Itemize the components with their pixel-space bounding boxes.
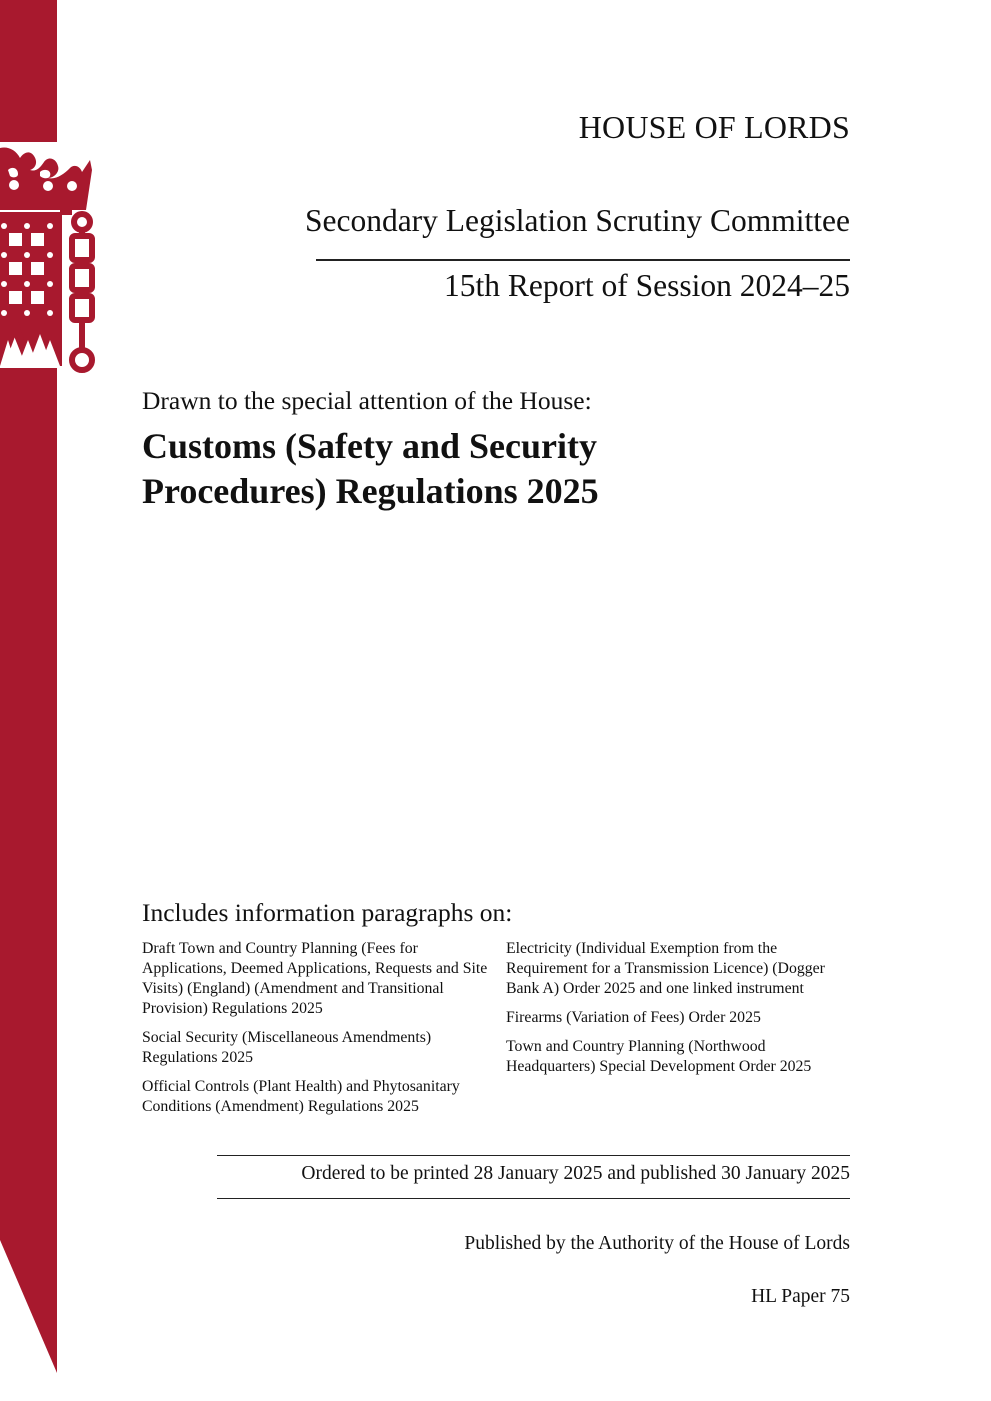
info-item: Official Controls (Plant Health) and Phytosanitary Conditions (Amendment) Regulations 2025 [142,1078,460,1115]
divider [217,1155,850,1156]
info-item: Electricity (Individual Exemption from the Requirement for a Transmission Licence) (Dogger Bank A) Order 2025 and one linked instrument [506,940,825,997]
paper-number: HL Paper 75 [751,1286,850,1307]
info-list-left [142,939,492,1126]
info-heading: Includes information paragraphs on: [142,898,513,927]
intro-text: Drawn to the special attention of the House: [142,386,592,415]
report-session: 15th Report of Session 2024–25 [444,268,850,303]
info-list-right [506,939,856,1086]
committee-name: Secondary Legislation Scrutiny Committee [304,203,850,238]
divider [217,1198,850,1199]
info-item: Town and Country Planning (Northwood Headquarters) Special Development Order 2025 [506,1038,812,1075]
report-title-line-1: Customs (Safety and Security [142,426,597,466]
ordered-date: Ordered to be printed 28 January 2025 and published 30 January 2025 [301,1163,850,1184]
institution-name: HOUSE OF LORDS [578,109,850,145]
side-band [0,0,110,1401]
info-item: Firearms (Variation of Fees) Order 2025 [506,1009,761,1026]
report-title-line-2: Procedures) Regulations 2025 [142,471,599,511]
divider [316,259,850,261]
info-item: Social Security (Miscellaneous Amendments) Regulations 2025 [142,1029,432,1066]
publisher-note: Published by the Authority of the House of Lords [464,1233,850,1254]
info-item: Draft Town and Country Planning (Fees for Applications, Deemed Applications, Requests and Site Visits) (England) (Amendment and Transitional Provision) Regulations 2025 [142,940,488,1017]
report-title [142,424,702,514]
portcullis-crown-icon [0,147,92,370]
